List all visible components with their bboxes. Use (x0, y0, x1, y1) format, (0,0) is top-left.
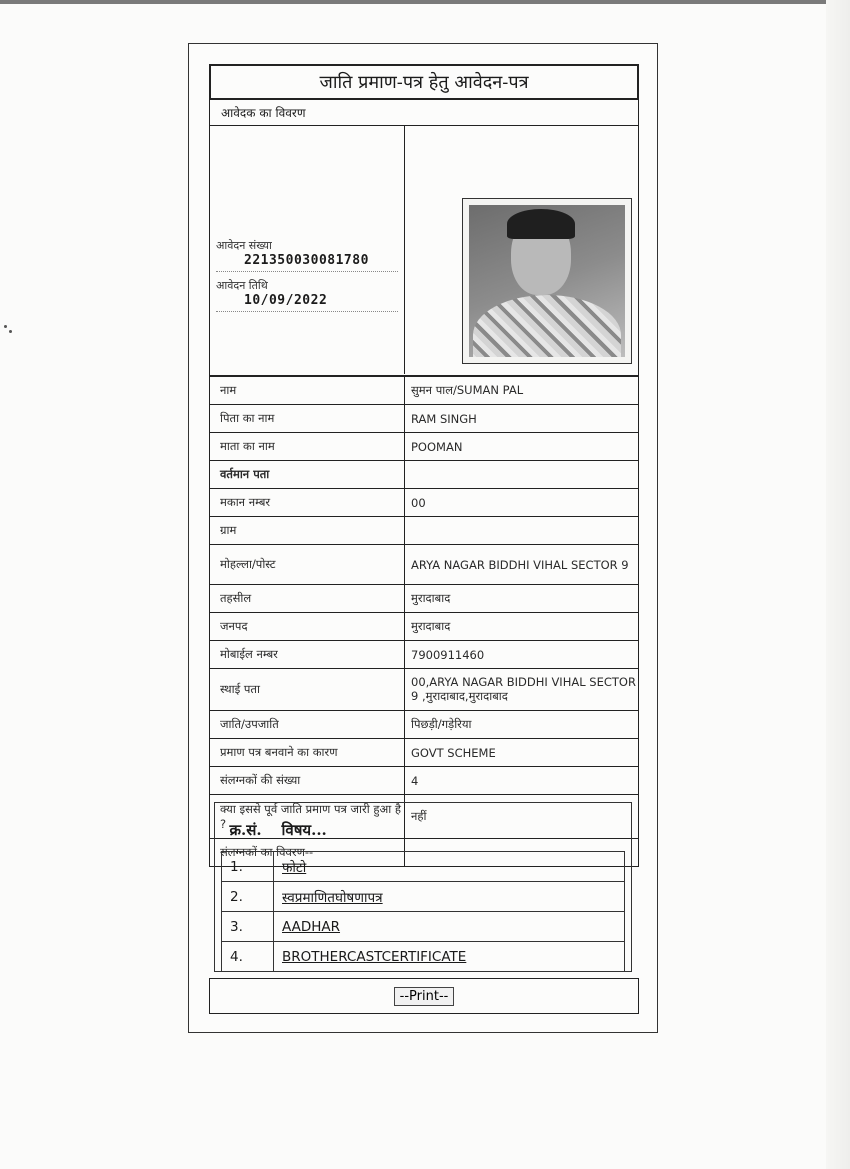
field-value: ARYA NAGAR BIDDHI VIHAL SECTOR 9 (405, 545, 639, 585)
table-row (222, 882, 625, 912)
field-value: 7900911460 (405, 641, 639, 669)
table-row (210, 669, 639, 711)
table-row (222, 912, 625, 942)
scan-speck (9, 330, 12, 333)
field-value: मुरादाबाद (405, 613, 639, 641)
table-row (210, 377, 639, 405)
field-value: नहीं (405, 795, 639, 839)
attachment-link[interactable]: BROTHERCASTCERTIFICATE (282, 948, 467, 965)
field-label: संलग्नकों की संख्या (210, 767, 405, 795)
field-label: मोबाईल नम्बर (210, 641, 405, 669)
field-value (405, 517, 639, 545)
field-value: मुरादाबाद (405, 585, 639, 613)
field-label: माता का नाम (210, 433, 405, 461)
attachment-cell (274, 882, 625, 912)
form-title: जाति प्रमाण-पत्र हेतु आवेदन-पत्र (209, 64, 639, 100)
field-label: स्थाई पता (210, 669, 405, 711)
applicant-header-row (209, 126, 639, 376)
field-label: वर्तमान पता (210, 461, 405, 489)
field-label: संलग्नकों का विवरण-- (210, 839, 405, 867)
attachment-serial: 1. (222, 852, 274, 882)
photo-shirt (473, 295, 621, 357)
attachment-cell (274, 942, 625, 972)
field-label: प्रमाण पत्र बनवाने का कारण (210, 739, 405, 767)
field-value: 00,ARYA NAGAR BIDDHI VIHAL SECTOR 9 ,मुरादाबाद,मुरादाबाद (405, 669, 639, 711)
print-button[interactable]: --Print-- (394, 987, 455, 1006)
print-bar (209, 978, 639, 1014)
field-label: जाति/उपजाति (210, 711, 405, 739)
table-row (210, 585, 639, 613)
scan-top-edge (0, 0, 850, 4)
details-table (209, 376, 639, 867)
field-value: पिछड़ी/गड़ेरिया (405, 711, 639, 739)
table-row (222, 852, 625, 882)
attachment-cell (274, 852, 625, 882)
attachments-table (221, 809, 625, 972)
table-row (210, 489, 639, 517)
table-row (210, 613, 639, 641)
attachment-link[interactable]: फोटो (282, 859, 307, 876)
field-label: मकान नम्बर (210, 489, 405, 517)
field-label: नाम (210, 377, 405, 405)
attachment-serial: 3. (222, 912, 274, 942)
application-info-cell (210, 126, 405, 374)
application-date-label: आवेदन तिथि (216, 279, 268, 292)
table-row (210, 405, 639, 433)
attachment-link[interactable]: AADHAR (282, 918, 341, 935)
table-row (210, 739, 639, 767)
table-row (210, 517, 639, 545)
col-serial: क्र.सं. (229, 821, 262, 839)
field-label: ग्राम (210, 517, 405, 545)
table-row (210, 641, 639, 669)
scan-speck (4, 325, 7, 328)
field-label: पिता का नाम (210, 405, 405, 433)
field-value: सुमन पाल/SUMAN PAL (405, 377, 639, 405)
application-number: 221350030081780 (216, 253, 398, 272)
col-subject: विषय... (281, 821, 327, 839)
attachment-cell (274, 912, 625, 942)
attachment-link[interactable]: स्वप्रमाणितघोषणापत्र (282, 889, 383, 906)
field-value: POOMAN (405, 433, 639, 461)
table-row (210, 433, 639, 461)
field-value: RAM SINGH (405, 405, 639, 433)
applicant-photo (469, 205, 625, 357)
attachment-serial: 4. (222, 942, 274, 972)
photo-hair (507, 209, 575, 239)
application-info (216, 238, 398, 318)
applicant-photo-frame (462, 198, 632, 364)
table-row (210, 767, 639, 795)
application-number-label: आवेदन संख्या (216, 239, 272, 252)
attachments-header (222, 809, 625, 852)
table-row (210, 545, 639, 585)
field-label: तहसील (210, 585, 405, 613)
field-label: मोहल्ला/पोस्ट (210, 545, 405, 585)
table-row (210, 711, 639, 739)
attachments-box (214, 802, 632, 972)
application-date: 10/09/2022 (216, 293, 398, 312)
table-row (222, 942, 625, 972)
attachment-serial: 2. (222, 882, 274, 912)
field-value: 4 (405, 767, 639, 795)
field-value: 00 (405, 489, 639, 517)
field-label: क्या इससे पूर्व जाति प्रमाण पत्र जारी हुआ है ? (210, 795, 405, 839)
application-form (209, 64, 639, 1014)
field-value (405, 461, 639, 489)
table-row (210, 461, 639, 489)
field-value: GOVT SCHEME (405, 739, 639, 767)
section-heading: आवेदक का विवरण (209, 100, 639, 126)
scan-right-edge (826, 0, 850, 1169)
field-label: जनपद (210, 613, 405, 641)
